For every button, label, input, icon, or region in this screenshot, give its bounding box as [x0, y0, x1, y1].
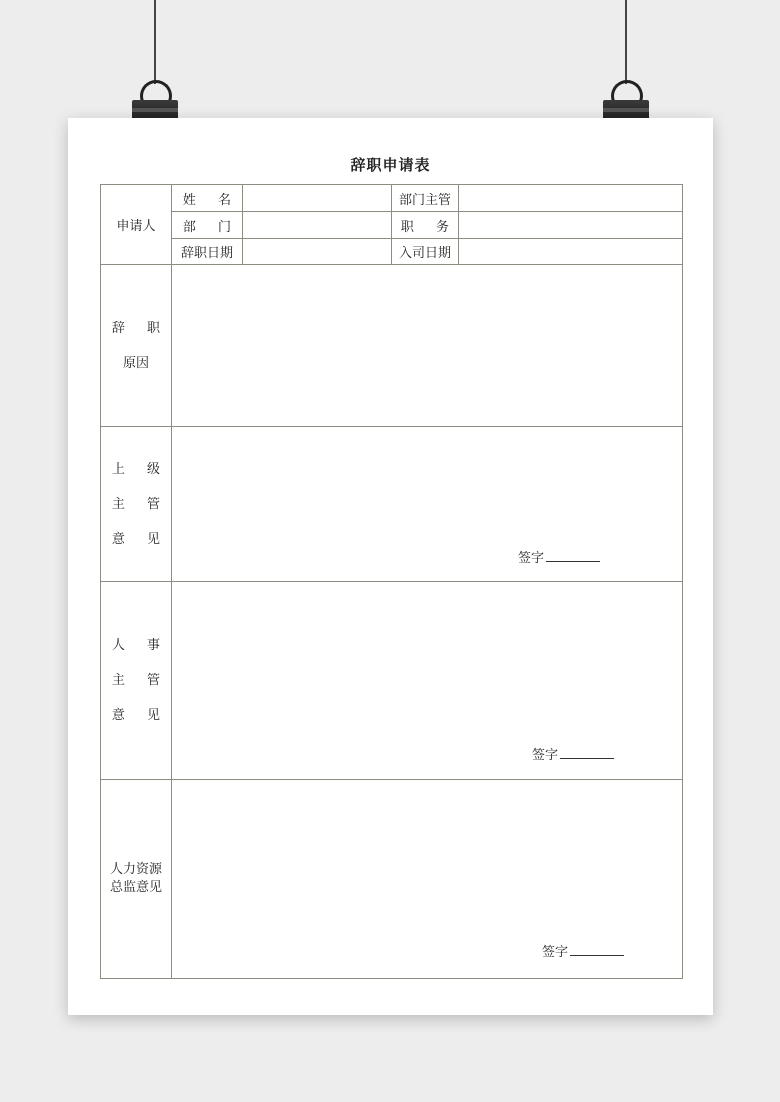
superior-label-line1: 上 级 [111, 461, 161, 477]
hr-director-signature[interactable] [542, 941, 624, 960]
hr-director-label-line2: 总监意见 [109, 880, 162, 895]
position-field[interactable] [459, 212, 683, 239]
form-title: 辞职申请表 [350, 156, 431, 174]
superior-signature[interactable] [518, 547, 600, 566]
position-label: 职 务 [392, 212, 459, 239]
hr-supervisor-label-line2: 主 管 [111, 673, 161, 688]
hr-director-label-line1: 人力资源 [109, 862, 162, 877]
form-sheet [68, 118, 713, 1015]
superior-label-line2: 主 管 [111, 496, 161, 512]
superior-opinion-label [101, 427, 172, 582]
superior-opinion-field[interactable] [172, 427, 683, 582]
reason-field[interactable] [172, 265, 683, 427]
hr-supervisor-sign-line [560, 746, 614, 759]
applicant-label: 申请人 [101, 185, 172, 265]
hr-supervisor-signature[interactable] [532, 744, 614, 763]
hanging-wire-left [154, 0, 156, 84]
name-field[interactable] [243, 185, 392, 212]
superior-sign-line [546, 549, 600, 562]
superior-label-line3: 意 见 [111, 531, 161, 547]
join-date-label: 入司日期 [392, 239, 459, 265]
supervisor-label: 部门主管 [392, 185, 459, 212]
resign-date-field[interactable] [243, 239, 392, 265]
reason-label-line2: 原因 [122, 355, 149, 371]
resignation-form-table [100, 184, 683, 979]
hr-director-opinion-label [101, 780, 172, 979]
hr-supervisor-label-line1: 人 事 [111, 638, 161, 653]
hr-director-sign-line [570, 943, 624, 956]
join-date-field[interactable] [459, 239, 683, 265]
name-label: 姓 名 [172, 185, 243, 212]
reason-label-line1: 辞 职 [111, 320, 161, 336]
dept-label: 部 门 [172, 212, 243, 239]
supervisor-field[interactable] [459, 185, 683, 212]
hr-supervisor-label-line3: 意 见 [111, 708, 161, 723]
superior-sign-label: 签字 [518, 551, 545, 566]
hr-director-sign-label: 签字 [542, 945, 569, 960]
hr-supervisor-opinion-field[interactable] [172, 582, 683, 780]
resign-date-label: 辞职日期 [172, 239, 243, 265]
hr-supervisor-opinion-label [101, 582, 172, 780]
hr-director-opinion-field[interactable] [172, 780, 683, 979]
dept-field[interactable] [243, 212, 392, 239]
reason-label [101, 265, 172, 427]
hr-supervisor-sign-label: 签字 [532, 748, 559, 763]
hanging-wire-right [625, 0, 627, 84]
